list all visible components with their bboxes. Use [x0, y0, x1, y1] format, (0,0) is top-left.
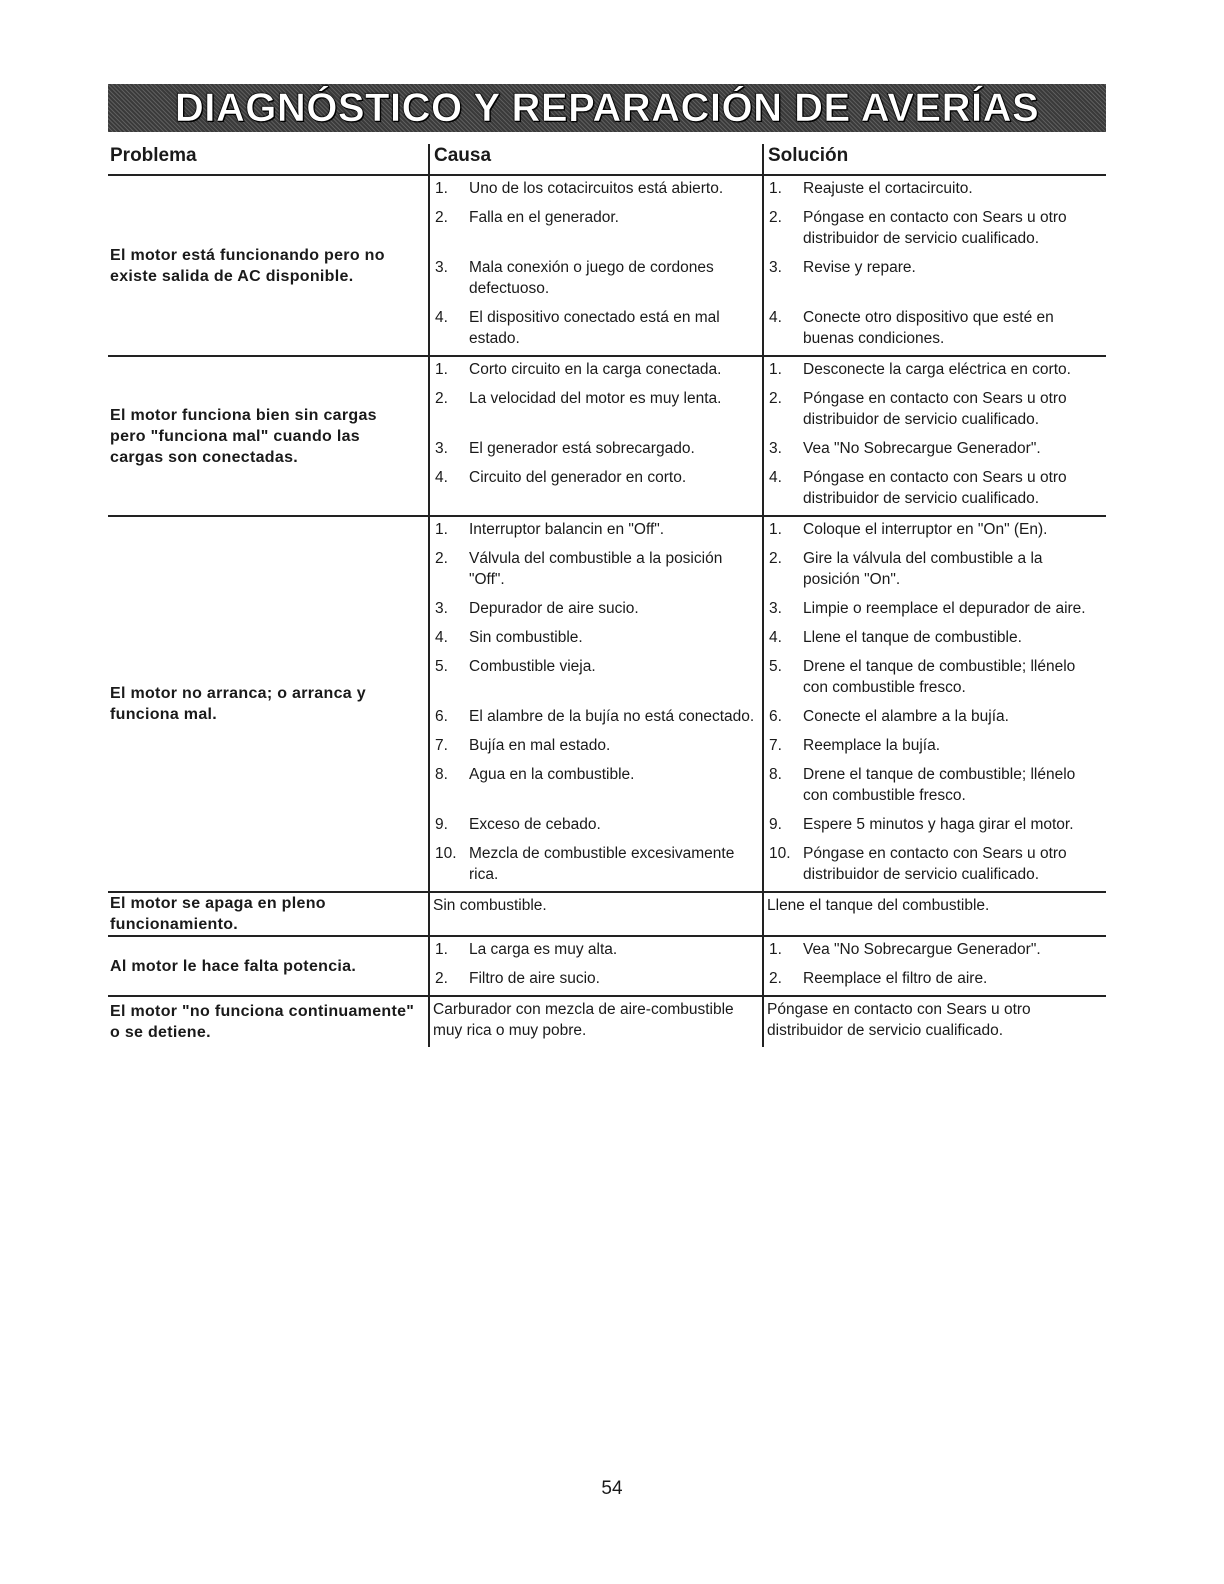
cause-text: Mezcla de combustible excesivamente rica. [469, 845, 735, 883]
solution-entry [764, 596, 1106, 625]
cause-entry [430, 176, 762, 205]
solution-number: 4. [769, 309, 782, 326]
cause-solution-pair [428, 937, 1106, 966]
solution-number: 2. [769, 209, 782, 226]
cause-number: 1. [435, 361, 448, 378]
solution-item [762, 386, 1106, 436]
problem-cell: El motor no arranca; o arranca y funciona mal. [110, 685, 366, 723]
solution-number: 7. [769, 737, 782, 754]
cause-text: El alambre de la bujía no está conectado. [469, 708, 755, 725]
cause-text: Filtro de aire sucio. [469, 970, 600, 987]
cause-number: 4. [435, 309, 448, 326]
cause-solution-pair [428, 654, 1106, 704]
cause-solution-list [428, 176, 1106, 355]
cause-item [428, 546, 762, 596]
cause-item [428, 255, 762, 305]
table-row [108, 176, 1106, 357]
table-row [108, 937, 1106, 997]
solution-number: 3. [769, 440, 782, 457]
cause-number: 1. [435, 941, 448, 958]
cause-number: 6. [435, 708, 448, 725]
solution-number: 1. [769, 521, 782, 538]
solution-text: Póngase en contacto con Sears u otro distribuidor de servicio cualificado. [803, 845, 1067, 883]
cause-item [428, 654, 762, 704]
solution-item [762, 762, 1106, 812]
cause-text: Falla en el generador. [469, 209, 619, 226]
cause-item [428, 704, 762, 733]
cause-number: 3. [435, 600, 448, 617]
solution-entry [764, 465, 1106, 515]
solution-entry [764, 704, 1106, 733]
page-number: 54 [601, 1478, 623, 1499]
solution-entry [764, 733, 1106, 762]
cause-entry [430, 386, 762, 415]
solution-item [762, 841, 1106, 891]
cause-solution-pair [428, 762, 1106, 812]
cause-entry [430, 255, 762, 305]
cause-solution-pair [428, 205, 1106, 255]
solution-item [762, 517, 1106, 546]
solution-text: Póngase en contacto con Sears u otro distribuidor de servicio cualificado. [767, 1001, 1031, 1039]
solution-text: Desconecte la carga eléctrica en corto. [803, 361, 1071, 378]
cause-item [428, 596, 762, 625]
cause-solution-pair [428, 517, 1106, 546]
solution-entry [764, 517, 1106, 546]
cause-solution-pair [428, 305, 1106, 355]
table-row [108, 893, 1106, 937]
solution-item [762, 966, 1106, 995]
cause-solution-pair [428, 436, 1106, 465]
cause-entry [430, 596, 762, 625]
solution-entry [764, 305, 1106, 355]
cause-text: Exceso de cebado. [469, 816, 601, 833]
solution-item [762, 812, 1106, 841]
problem-cell: Al motor le hace falta potencia. [110, 957, 357, 975]
cause-text: Sin combustible. [433, 897, 547, 914]
solution-entry [764, 841, 1106, 891]
solution-number: 4. [769, 629, 782, 646]
solution-text: Reemplace el filtro de aire. [803, 970, 988, 987]
cause-entry [430, 704, 762, 733]
cause-solution-list [428, 937, 1106, 995]
troubleshooting-table [108, 176, 1106, 1047]
solution-number: 2. [769, 390, 782, 407]
problem-cell: El motor funciona bien sin cargas pero "funciona mal" cuando las cargas son conectadas. [110, 406, 377, 466]
solution-text: Conecte el alambre a la bujía. [803, 708, 1009, 725]
cause-solution-pair [428, 357, 1106, 386]
solution-text: Vea "No Sobrecargue Generador". [803, 941, 1041, 958]
solution-text: Reemplace la bujía. [803, 737, 940, 754]
cause-item [428, 966, 762, 995]
header-solution: Solución [762, 144, 848, 174]
solution-entry [764, 176, 1106, 205]
cause-item [428, 937, 762, 966]
header-problem: Problema [110, 145, 197, 166]
cause-item [428, 436, 762, 465]
solution-text: Espere 5 minutos y haga girar el motor. [803, 816, 1074, 833]
cause-number: 7. [435, 737, 448, 754]
cause-entry [430, 937, 762, 966]
cause-entry [430, 436, 762, 465]
solution-item [762, 176, 1106, 205]
table-row [108, 997, 1106, 1047]
cause-item [428, 762, 762, 812]
solution-item [762, 205, 1106, 255]
solution-item [762, 546, 1106, 596]
solution-number: 5. [769, 658, 782, 675]
cause-entry [430, 733, 762, 762]
cause-number: 3. [435, 259, 448, 276]
cause-number: 4. [435, 469, 448, 486]
solution-text: Coloque el interruptor en "On" (En). [803, 521, 1048, 538]
solution-item [762, 654, 1106, 704]
solution-number: 4. [769, 469, 782, 486]
cause-solution-pair [428, 625, 1106, 654]
page-title: DIAGNÓSTICO Y REPARACIÓN DE AVERÍAS [174, 85, 1040, 130]
cause-entry [430, 305, 762, 355]
cause-solution-pair [428, 596, 1106, 625]
cause-number: 2. [435, 970, 448, 987]
cause-item [428, 733, 762, 762]
solution-cell [762, 997, 1106, 1047]
solution-item [762, 436, 1106, 465]
cause-entry [430, 517, 762, 546]
cause-number: 1. [435, 521, 448, 538]
cause-solution-pair [428, 812, 1106, 841]
solution-number: 3. [769, 600, 782, 617]
cause-entry [430, 357, 762, 386]
cause-text: El generador está sobrecargado. [469, 440, 695, 457]
cause-item [428, 305, 762, 355]
solution-text: Conecte otro dispositivo que esté en buenas condiciones. [803, 309, 1054, 347]
solution-entry [764, 937, 1106, 966]
cause-text: Agua en la combustible. [469, 766, 635, 783]
solution-number: 1. [769, 941, 782, 958]
cause-entry [430, 625, 762, 654]
cause-solution-pair [428, 546, 1106, 596]
cause-solution-pair [428, 465, 1106, 515]
solution-text: Drene el tanque de combustible; llénelo con combustible fresco. [803, 766, 1076, 804]
cause-text: Uno de los cotacircuitos está abierto. [469, 180, 724, 197]
cause-text: El dispositivo conectado está en mal estado. [469, 309, 720, 347]
table-row [108, 357, 1106, 517]
cause-solution-pair [428, 176, 1106, 205]
cause-text: Bujía en mal estado. [469, 737, 611, 754]
problem-cell: El motor está funcionando pero no existe salida de AC disponible. [110, 246, 385, 285]
solution-text: Revise y repare. [803, 259, 916, 276]
cause-number: 1. [435, 180, 448, 197]
cause-number: 2. [435, 390, 448, 407]
solution-item [762, 255, 1106, 305]
cause-text: Circuito del generador en corto. [469, 469, 687, 486]
solution-item [762, 357, 1106, 386]
solution-item [762, 733, 1106, 762]
solution-number: 6. [769, 708, 782, 725]
solution-entry [764, 812, 1106, 841]
cause-item [428, 357, 762, 386]
cause-text: Carburador con mezcla de aire-combustible muy rica o muy pobre. [433, 1001, 734, 1039]
solution-text: Drene el tanque de combustible; llénelo con combustible fresco. [803, 658, 1076, 696]
cause-text: Sin combustible. [469, 629, 583, 646]
solution-cell [762, 893, 1106, 935]
solution-entry [764, 386, 1106, 436]
solution-entry [764, 255, 1106, 284]
cause-item [428, 841, 762, 891]
solution-text: Limpie o reemplace el depurador de aire. [803, 600, 1086, 617]
cause-item [428, 517, 762, 546]
cause-text: Interruptor balancin en "Off". [469, 521, 665, 538]
cause-text: La velocidad del motor es muy lenta. [469, 390, 722, 407]
solution-entry [764, 205, 1106, 255]
solution-number: 1. [769, 180, 782, 197]
cause-item [428, 465, 762, 515]
solution-number: 9. [769, 816, 782, 833]
solution-text: Reajuste el cortacircuito. [803, 180, 973, 197]
cause-item [428, 176, 762, 205]
cause-text: Corto circuito en la carga conectada. [469, 361, 722, 378]
cause-text: Depurador de aire sucio. [469, 600, 639, 617]
table-header [108, 144, 1106, 176]
cause-number: 3. [435, 440, 448, 457]
solution-entry [764, 357, 1106, 386]
table-row [108, 517, 1106, 893]
cause-entry [430, 841, 762, 891]
cause-solution-pair [428, 733, 1106, 762]
solution-entry [764, 546, 1106, 596]
cause-item [428, 205, 762, 255]
solution-text: Llene el tanque de combustible. [803, 629, 1022, 646]
solution-entry [764, 966, 1106, 995]
solution-text: Llene el tanque del combustible. [767, 897, 990, 914]
cause-text: La carga es muy alta. [469, 941, 618, 958]
solution-number: 1. [769, 361, 782, 378]
cause-cell [428, 893, 762, 935]
cause-number: 8. [435, 766, 448, 783]
cause-entry [430, 465, 762, 494]
title-banner [108, 84, 1106, 132]
cause-number: 2. [435, 550, 448, 567]
header-cause: Causa [428, 144, 491, 174]
solution-entry [764, 654, 1106, 704]
solution-item [762, 704, 1106, 733]
cause-entry [430, 812, 762, 841]
cause-solution-pair [428, 386, 1106, 436]
cause-text: Válvula del combustible a la posición "Off". [469, 550, 723, 588]
solution-number: 10. [769, 845, 791, 862]
solution-item [762, 625, 1106, 654]
cause-entry [430, 966, 762, 995]
cause-text: Mala conexión o juego de cordones defectuoso. [469, 259, 714, 297]
cause-number: 5. [435, 658, 448, 675]
solution-number: 3. [769, 259, 782, 276]
solution-entry [764, 436, 1106, 465]
cause-solution-pair [428, 841, 1106, 891]
cause-solution-pair [428, 255, 1106, 305]
cause-entry [430, 762, 762, 791]
cause-item [428, 625, 762, 654]
problem-cell: El motor se apaga en pleno funcionamiento. [110, 895, 326, 933]
solution-text: Póngase en contacto con Sears u otro distribuidor de servicio cualificado. [803, 469, 1067, 507]
solution-item [762, 465, 1106, 515]
cause-number: 2. [435, 209, 448, 226]
solution-number: 2. [769, 550, 782, 567]
solution-text: Póngase en contacto con Sears u otro distribuidor de servicio cualificado. [803, 390, 1067, 428]
cause-entry [430, 546, 762, 596]
problem-cell: El motor "no funciona continuamente" o se detiene. [110, 1003, 415, 1041]
cause-item [428, 386, 762, 436]
solution-entry [764, 625, 1106, 654]
cause-number: 9. [435, 816, 448, 833]
cause-entry [430, 205, 762, 234]
cause-cell [428, 997, 762, 1047]
solution-item [762, 596, 1106, 625]
solution-item [762, 305, 1106, 355]
cause-number: 4. [435, 629, 448, 646]
cause-solution-pair [428, 966, 1106, 995]
cause-solution-pair [428, 704, 1106, 733]
solution-entry [764, 762, 1106, 812]
solution-text: Póngase en contacto con Sears u otro distribuidor de servicio cualificado. [803, 209, 1067, 247]
solution-number: 8. [769, 766, 782, 783]
cause-text: Combustible vieja. [469, 658, 596, 675]
cause-number: 10. [435, 845, 457, 862]
cause-item [428, 812, 762, 841]
cause-solution-list [428, 517, 1106, 891]
solution-text: Vea "No Sobrecargue Generador". [803, 440, 1041, 457]
solution-text: Gire la válvula del combustible a la posición "On". [803, 550, 1043, 588]
cause-solution-list [428, 357, 1106, 515]
cause-entry [430, 654, 762, 683]
solution-number: 2. [769, 970, 782, 987]
solution-item [762, 937, 1106, 966]
